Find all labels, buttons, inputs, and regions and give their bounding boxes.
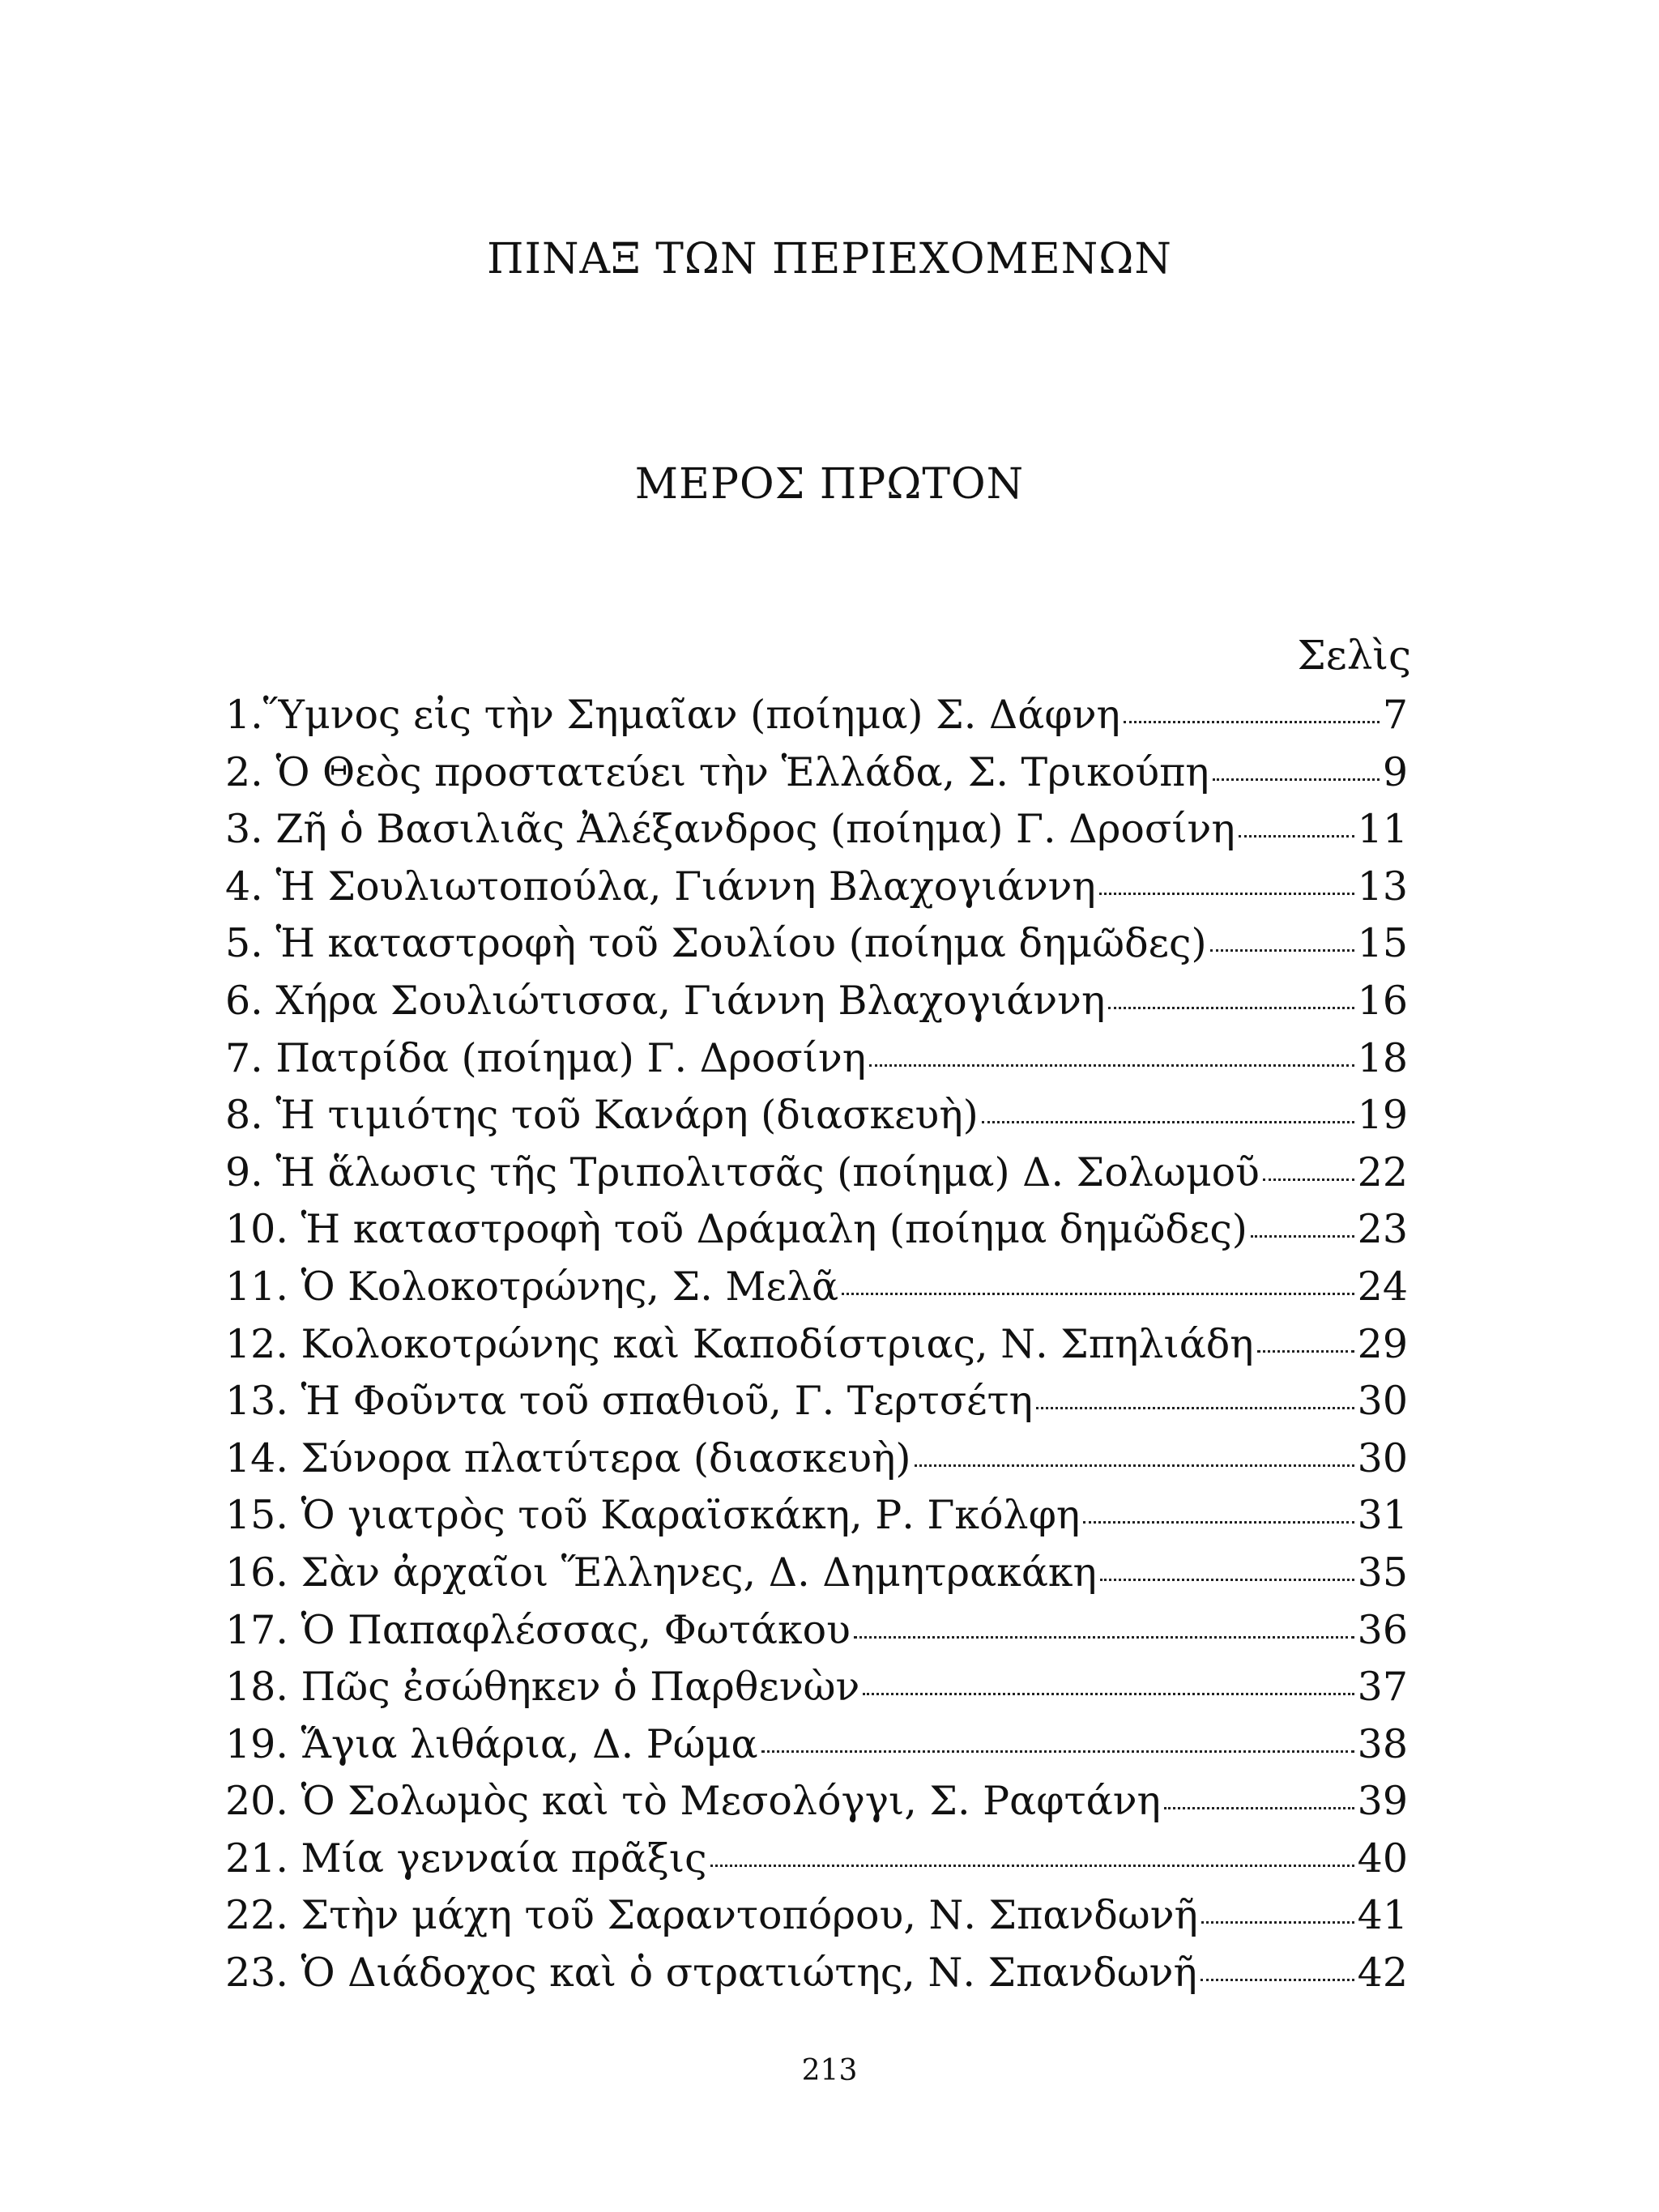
dot-leader [1099, 893, 1354, 895]
toc-entry-page: 31 [1357, 1492, 1408, 1539]
toc-entry [225, 1831, 1408, 1888]
toc-entry-page: 40 [1357, 1835, 1408, 1882]
toc-entry-page: 11 [1357, 806, 1408, 853]
toc-entry-page: 29 [1357, 1320, 1408, 1367]
toc-entry-page: 9 [1382, 748, 1408, 795]
toc-entry-title: 3. Ζῆ ὁ Βασιλιᾶς Ἀλέξανδρος (ποίημα) Γ. Δροσίνη [225, 806, 1235, 853]
toc-entry-title: 16. Σὰν ἀρχαῖοι Ἕλληνες, Δ. Δημητρακάκη [225, 1549, 1097, 1596]
toc-entry [225, 1373, 1408, 1430]
toc-entry [225, 1545, 1408, 1602]
toc-entry-page: 30 [1357, 1434, 1408, 1481]
toc-entry [225, 1316, 1408, 1374]
dot-leader [1100, 1579, 1354, 1581]
toc-entry [225, 1201, 1408, 1259]
toc-entry-title: 22. Στὴν μάχη τοῦ Σαραντοπόρου, Ν. Σπανδωνῆ [225, 1892, 1198, 1939]
toc-entry-page: 39 [1357, 1778, 1408, 1825]
dot-leader [1201, 1921, 1354, 1924]
toc-entry-page: 13 [1357, 863, 1408, 910]
toc-entry-page: 41 [1357, 1892, 1408, 1939]
toc-entry-page: 42 [1357, 1950, 1408, 1997]
toc-entry-title: 8. Ἡ τιμιότης τοῦ Κανάρη (διασκευὴ) [225, 1092, 979, 1139]
dot-leader [1263, 1178, 1354, 1181]
toc-entry [225, 1773, 1408, 1831]
toc-entry [225, 1087, 1408, 1144]
dot-leader [1083, 1521, 1354, 1524]
toc-entry [225, 1716, 1408, 1774]
toc-entry-title: 12. Κολοκοτρώνης καὶ Καποδίστριας, Ν. Σπηλιάδη [225, 1320, 1254, 1367]
toc-entry-title: 19. Ἅγια λιθάρια, Δ. Ρώμα [225, 1720, 758, 1767]
toc-entry-page: 19 [1357, 1092, 1408, 1139]
toc-entry-title: 23. Ὁ Διάδοχος καὶ ὁ στρατιώτης, Ν. Σπανδωνῆ [225, 1950, 1197, 1997]
toc-entry [225, 1659, 1408, 1716]
toc-entry-page: 16 [1357, 977, 1408, 1024]
toc-entry [225, 1887, 1408, 1945]
toc-entry-page: 22 [1357, 1149, 1408, 1196]
toc-entry [225, 744, 1408, 802]
toc-entry-page: 7 [1382, 692, 1408, 738]
toc-entry [225, 1430, 1408, 1488]
toc-entry-page: 36 [1357, 1606, 1408, 1653]
toc-entry-page: 37 [1357, 1664, 1408, 1711]
toc-entry [225, 973, 1408, 1030]
toc-entry [225, 1144, 1408, 1202]
toc-entry [225, 1602, 1408, 1660]
toc-entry [225, 801, 1408, 859]
toc-entry-title: 17. Ὁ Παπαφλέσσας, Φωτάκου [225, 1606, 851, 1653]
toc-entry-page: 18 [1357, 1034, 1408, 1081]
dot-leader [869, 1064, 1354, 1067]
dot-leader [1213, 778, 1380, 781]
toc-entry-title: 14. Σύνορα πλατύτερα (διασκευὴ) [225, 1434, 911, 1481]
toc-entry-page: 30 [1357, 1378, 1408, 1425]
toc-entry-title: 10. Ἡ καταστροφὴ τοῦ Δράμαλη (ποίημα δημῶδες) [225, 1206, 1247, 1253]
toc-entry-title: 20. Ὁ Σολωμὸς καὶ τὸ Μεσολόγγι, Σ. Ραφτάνη [225, 1778, 1161, 1825]
toc-entry-page: 38 [1357, 1720, 1408, 1767]
toc-entry-title: 6. Χήρα Σουλιώτισσα, Γιάννη Βλαχογιάννη [225, 977, 1106, 1024]
toc-entry-title: 18. Πῶς ἐσώθηκεν ὁ Παρθενὼν [225, 1664, 860, 1711]
toc-entry-title: 5. Ἡ καταστροφὴ τοῦ Σουλίου (ποίημα δημῶδες) [225, 920, 1207, 967]
toc-entry [225, 1487, 1408, 1545]
dot-leader [710, 1865, 1354, 1867]
dot-leader [854, 1636, 1354, 1639]
toc-entry [225, 1259, 1408, 1316]
page-column-label: Σελὶς [1297, 632, 1411, 679]
dot-leader [1239, 835, 1354, 837]
toc-entry-title: 9. Ἡ ἅλωσις τῆς Τριπολιτσᾶς (ποίημα) Δ. Σολωμοῦ [225, 1149, 1260, 1196]
table-of-contents [225, 687, 1408, 2002]
dot-leader [1257, 1350, 1354, 1353]
toc-entry-title: 15. Ὁ γιατρὸς τοῦ Καραϊσκάκη, Ρ. Γκόλφη [225, 1492, 1081, 1539]
toc-entry-page: 15 [1357, 920, 1408, 967]
toc-entry [225, 859, 1408, 916]
toc-entry-page: 35 [1357, 1549, 1408, 1596]
toc-entry-title: 4. Ἡ Σουλιωτοπούλα, Γιάννη Βλαχογιάννη [225, 863, 1096, 910]
dot-leader [842, 1293, 1354, 1295]
dot-leader [761, 1750, 1354, 1753]
dot-leader [1251, 1235, 1354, 1238]
part-title: ΜΕΡΟΣ ΠΡΩΤΟΝ [634, 460, 1025, 509]
toc-entry-title: 11. Ὁ Κολοκοτρώνης, Σ. Μελᾶ [225, 1263, 839, 1310]
contents-title: ΠΙΝΑΞ ΤΩΝ ΠΕΡΙΕΧΟΜΕΝΩΝ [487, 235, 1172, 283]
toc-entry-page: 23 [1357, 1206, 1408, 1253]
dot-leader [1201, 1979, 1354, 1981]
toc-entry [225, 1030, 1408, 1088]
toc-entry-page: 24 [1357, 1263, 1408, 1310]
dot-leader [863, 1693, 1354, 1695]
toc-entry-title: 21. Μία γενναία πρᾶξις [225, 1835, 707, 1882]
dot-leader [1036, 1407, 1354, 1409]
dot-leader [1108, 1007, 1354, 1009]
toc-entry [225, 915, 1408, 973]
toc-entry [225, 1945, 1408, 2002]
toc-entry-title: 13. Ἡ Φοῦντα τοῦ σπαθιοῦ, Γ. Τερτσέτη [225, 1378, 1034, 1425]
toc-entry-title: 7. Πατρίδα (ποίημα) Γ. Δροσίνη [225, 1034, 867, 1081]
toc-entry [225, 687, 1408, 744]
dot-leader [1164, 1807, 1354, 1809]
page-number: 213 [801, 2054, 858, 2087]
dot-leader [1124, 721, 1380, 723]
toc-entry-title: 2. Ὁ Θεὸς προστατεύει τὴν Ἑλλάδα, Σ. Τρικούπη [225, 748, 1209, 795]
dot-leader [982, 1121, 1354, 1123]
dot-leader [915, 1464, 1354, 1467]
toc-entry-title: 1.Ὕμνος εἰς τὴν Σημαῖαν (ποίημα) Σ. Δάφνη [225, 692, 1120, 738]
dot-leader [1210, 949, 1354, 952]
